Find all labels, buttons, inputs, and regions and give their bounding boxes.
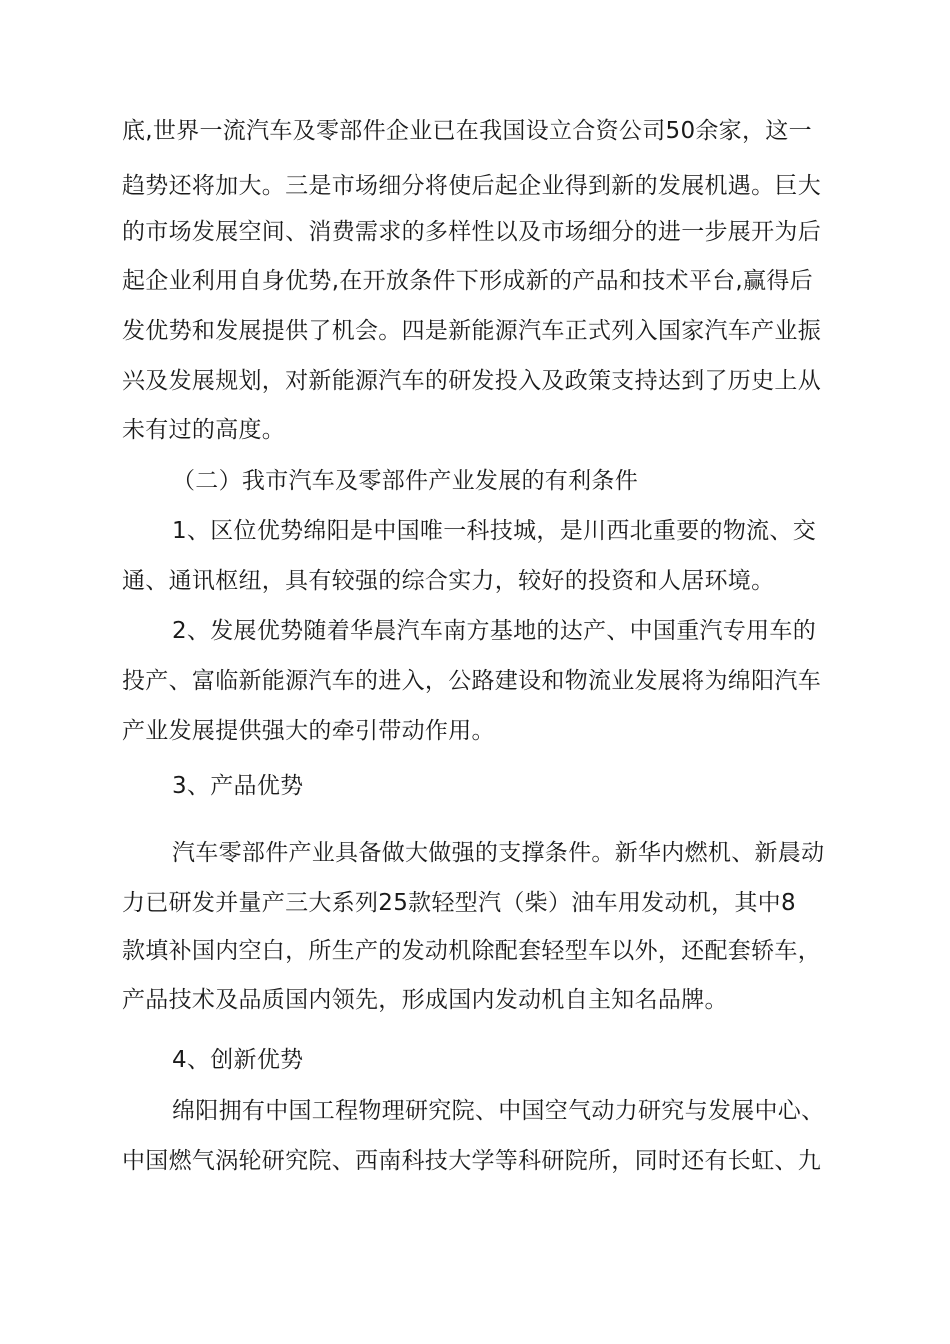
paragraph-line: 趋势还将加大。三是市场细分将使后起企业得到新的发展机遇。巨大: [122, 173, 821, 199]
paragraph-line: 绵阳拥有中国工程物理研究院、中国空气动力研究与发展中心、: [172, 1098, 825, 1124]
paragraph-line: 产业发展提供强大的牵引带动作用。: [122, 718, 495, 744]
subheading: 4、创新优势: [172, 1047, 304, 1073]
paragraph-line: 投产、富临新能源汽车的进入，公路建设和物流业发展将为绵阳汽车: [122, 668, 821, 694]
paragraph-line: 中国燃气涡轮研究院、西南科技大学等科研院所，同时还有长虹、九: [122, 1148, 821, 1174]
paragraph-line: 汽车零部件产业具备做大做强的支撑条件。新华内燃机、新晨动: [172, 840, 825, 866]
paragraph-line: 1、区位优势绵阳是中国唯一科技城，是川西北重要的物流、交: [172, 518, 817, 544]
section-heading: （二）我市汽车及零部件产业发展的有利条件: [172, 468, 638, 494]
paragraph-line: 起企业利用自身优势,在开放条件下形成新的产品和技术平台,赢得后: [122, 268, 813, 294]
paragraph-line: 未有过的高度。: [122, 417, 286, 443]
paragraph-line: 兴及发展规划，对新能源汽车的研发投入及政策支持达到了历史上从: [122, 368, 821, 394]
paragraph-line: 2、发展优势随着华晨汽车南方基地的达产、中国重汽专用车的: [172, 618, 817, 644]
paragraph-line: 的市场发展空间、消费需求的多样性以及市场细分的进一步展开为后: [122, 219, 821, 245]
paragraph-line: 发优势和发展提供了机会。四是新能源汽车正式列入国家汽车产业振: [122, 318, 821, 344]
paragraph-line: 款填补国内空白，所生产的发动机除配套轻型车以外，还配套轿车，: [122, 938, 821, 964]
paragraph-line: 通、通讯枢纽，具有较强的综合实力，较好的投资和人居环境。: [122, 568, 775, 594]
paragraph-line: 底,世界一流汽车及零部件企业已在我国设立合资公司50余家，这一: [122, 118, 812, 144]
subheading: 3、产品优势: [172, 773, 304, 799]
paragraph-line: 力已研发并量产三大系列25款轻型汽（柴）油车用发动机，其中8: [122, 890, 796, 916]
paragraph-line: 产品技术及品质国内领先，形成国内发动机自主知名品牌。: [122, 987, 728, 1013]
